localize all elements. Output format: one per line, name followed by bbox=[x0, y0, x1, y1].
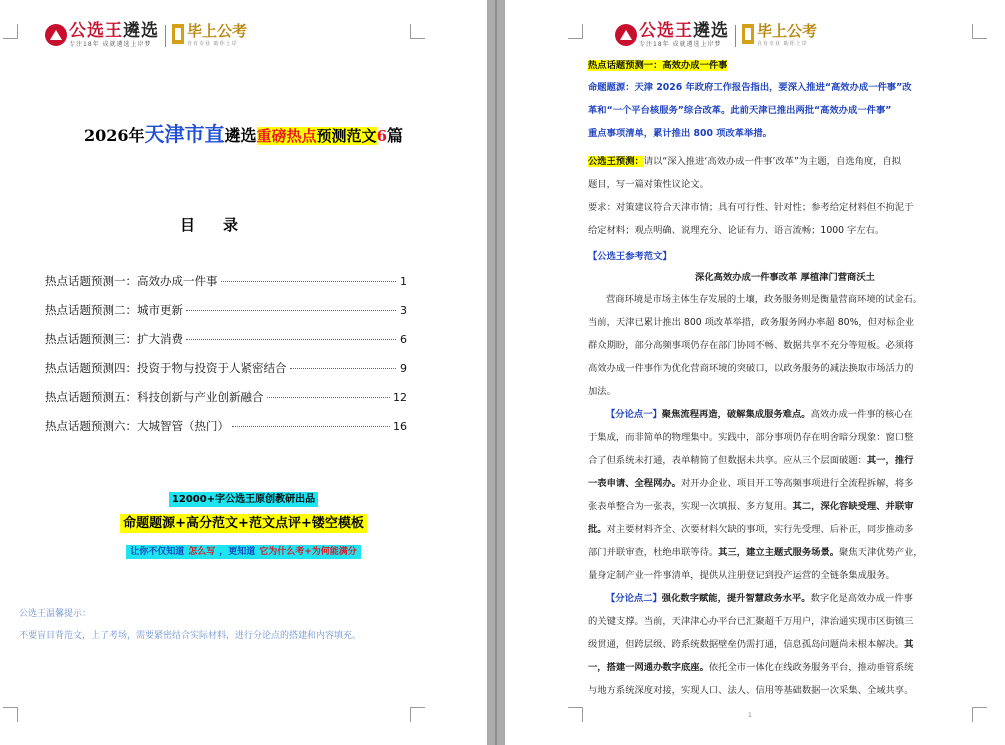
toc-page: 16 bbox=[393, 420, 407, 433]
promo-line-3 bbox=[0, 539, 487, 558]
promo-line-2 bbox=[0, 512, 487, 531]
right-page bbox=[505, 0, 1005, 745]
brand-tagline: 专注18年 成就遴选上岸梦 bbox=[69, 41, 152, 48]
essay-text: 数字化是高效办成一件事 bbox=[810, 593, 913, 604]
left-page bbox=[0, 0, 487, 745]
promo-line-1 bbox=[0, 487, 487, 506]
source-text: 重点事项清单，累计推出 800 项改革举措。 bbox=[588, 128, 772, 139]
toc-entry[interactable] bbox=[45, 418, 407, 447]
crop-mark bbox=[972, 707, 987, 722]
essay-text: 聚焦天津优势产业， bbox=[839, 547, 923, 558]
logo-separator bbox=[735, 25, 736, 47]
toc-entry[interactable] bbox=[45, 389, 407, 418]
crop-mark bbox=[972, 24, 987, 39]
toc-label: 热点话题预测四：投资于物与投资于人紧密结合 bbox=[45, 361, 287, 375]
title-unit: 篇 bbox=[387, 126, 404, 145]
header-logo bbox=[45, 22, 247, 54]
essay-bold: 其一，推行 bbox=[866, 455, 914, 466]
page-number: 1 bbox=[748, 712, 752, 719]
essay-bold: 一，搭建一网通办数字底座。 bbox=[588, 662, 709, 673]
promo-text: 它为什么考+为何能满分 bbox=[259, 547, 357, 557]
toc-entry[interactable] bbox=[45, 273, 407, 302]
toc-leader bbox=[267, 397, 391, 398]
essay-bold: 其 bbox=[904, 639, 914, 650]
title-highlight: 重磅热点 bbox=[256, 127, 317, 145]
essay-text: 营商环境是市场主体生存发展的土壤，政务服务则是衡量营商环境的试金石。 bbox=[606, 294, 923, 305]
point-label: 【分论点二】 bbox=[606, 593, 662, 604]
essay-text: 部门并联审查，杜绝串联等待。 bbox=[588, 547, 719, 558]
title-year: 2026年 bbox=[83, 126, 145, 145]
logo-separator bbox=[165, 25, 166, 47]
essay-text: 依托全市一体化在线政务服务平台，推动垂管系统 bbox=[708, 662, 914, 673]
toc-heading: 目录 bbox=[180, 216, 267, 234]
essay-text: 的关键支撑。当前，天津津心办平台已汇聚超千万用户，津治通实现市区街镇三 bbox=[588, 616, 914, 627]
table-of-contents bbox=[45, 273, 407, 447]
essay-bold: 其三，建立主题式服务场景。 bbox=[718, 547, 840, 558]
source-text: 天津 2026 年政府工作报告指出，要深入推进“高效办成一件事”改 bbox=[634, 82, 912, 93]
brand-tagline: 专注18年 成就遴选上岸梦 bbox=[639, 41, 722, 48]
essay-bold: 其二，深化容缺受理、并联审 bbox=[792, 501, 914, 512]
brand2-tagline: 自有专业 助你上岸 bbox=[757, 41, 808, 47]
essay-text: 对主要材料齐全、次要材料欠缺的事项，实行先受理、后补正，同步推动多 bbox=[606, 524, 914, 535]
brand-mountain-icon bbox=[615, 24, 637, 46]
brand2-icon bbox=[742, 24, 754, 44]
essay-bold: 批。 bbox=[588, 524, 607, 535]
brand2-name: 毕上公考 bbox=[757, 22, 818, 40]
article-body bbox=[588, 56, 982, 702]
essay-text: 加法。 bbox=[588, 386, 616, 397]
toc-label: 热点话题预测一：高效办成一件事 bbox=[45, 274, 218, 288]
crop-mark bbox=[3, 24, 18, 39]
toc-entry[interactable] bbox=[45, 331, 407, 360]
toc-entry[interactable] bbox=[45, 360, 407, 389]
brand2-tagline: 自有专业 助你上岸 bbox=[187, 41, 238, 47]
title-exam: 遴选 bbox=[224, 126, 257, 145]
essay-label: 【公选王参考范文】 bbox=[588, 251, 672, 262]
essay-text: 合了但系统未打通，表单精简了但数据未共享。应从三个层面破题： bbox=[588, 455, 867, 466]
promo-text: 12000+字公选王原创教研出品 bbox=[169, 492, 318, 507]
brand2-icon bbox=[172, 24, 184, 44]
toc-page: 9 bbox=[400, 362, 407, 375]
essay-text: 高效办成一件事的核心在 bbox=[810, 409, 913, 420]
source-label: 命题题源： bbox=[588, 82, 635, 93]
promo-text: ，更知道 bbox=[219, 547, 256, 557]
title-city: 天津市直 bbox=[144, 122, 225, 146]
toc-label: 热点话题预测六：大城智管（热门） bbox=[45, 419, 229, 433]
brand-name: 公选王遴选 bbox=[639, 21, 729, 41]
point-title: 聚焦流程再造，破解集成服务难点。 bbox=[661, 409, 811, 420]
predict-text: 请以“深入推进‘高效办成一件事’改革”为主题，自选角度，自拟 bbox=[643, 156, 902, 167]
predict-text: 题目，写一篇对策性议论文。 bbox=[588, 179, 709, 190]
essay-text: 与地方系统深度对接，实现人口、法人、信用等基础数据一次采集、全域共享。 bbox=[588, 685, 914, 696]
page-divider bbox=[495, 0, 497, 745]
toc-page: 6 bbox=[400, 333, 407, 346]
toc-page: 12 bbox=[393, 391, 407, 404]
toc-leader bbox=[221, 281, 397, 282]
essay-text: 当前，天津已累计推出 800 项改革举措，政务服务网办率超 80%，但对标企业 bbox=[588, 317, 915, 328]
toc-leader bbox=[232, 426, 390, 427]
toc-entry[interactable] bbox=[45, 302, 407, 331]
toc-leader bbox=[186, 339, 396, 340]
toc-label: 热点话题预测三：扩大消费 bbox=[45, 332, 183, 346]
promo-text: 让你不仅知道 bbox=[130, 547, 185, 557]
essay-text: 张表单整合为一张表，实现一次填报、多方复用。 bbox=[588, 501, 793, 512]
tip-body: 不要盲目背范文，上了考场，需要紧密结合实际材料，进行分论点的搭建和内容填充。 bbox=[19, 631, 362, 641]
crop-mark bbox=[3, 707, 18, 722]
crop-mark bbox=[410, 707, 425, 722]
essay-text: 量身定制产业一件事清单，提供从注册登记到投产运营的全链条集成服务。 bbox=[588, 570, 895, 581]
toc-leader bbox=[290, 368, 397, 369]
brand-mountain-icon bbox=[45, 24, 67, 46]
essay-text: 于集成，而非简单的物理集中。实践中，部分事项仍存在明舍暗分现象：窗口整 bbox=[588, 432, 914, 443]
tip-label: 公选王温馨提示： bbox=[19, 609, 92, 619]
requirement-text: 要求：对策建议符合天津市情；具有可行性、针对性；参考给定材料但不拘泥于 bbox=[588, 202, 914, 213]
essay-text: 对开办企业、项目开工等高频事项进行全流程拆解，将多 bbox=[680, 478, 914, 489]
essay-text: 高效办成一件事作为优化营商环境的突破口，以政务服务的减法换取市场活力的 bbox=[588, 363, 914, 374]
essay-text: 群众期盼，部分高频事项仍存在部门协同不畅、数据共享不充分等短板。必须将 bbox=[588, 340, 914, 351]
crop-mark bbox=[568, 24, 583, 39]
toc-label: 热点话题预测五：科技创新与产业创新融合 bbox=[45, 390, 264, 404]
toc-leader bbox=[186, 310, 396, 311]
document-title bbox=[0, 118, 487, 147]
title-essays: 预测范文 bbox=[316, 127, 377, 145]
title-count: 6 bbox=[376, 127, 387, 145]
point-title: 强化数字赋能，提升智慧政务水平。 bbox=[661, 593, 811, 604]
crop-mark bbox=[568, 707, 583, 722]
promo-text: 怎么写 bbox=[188, 547, 216, 557]
essay-bold: 一表申请、全程网办。 bbox=[588, 478, 681, 489]
promo-text: 命题题源+高分范文+范文点评+镂空模板 bbox=[120, 514, 367, 533]
predict-label: 公选王预测： bbox=[588, 156, 644, 167]
brand-name: 公选王遴选 bbox=[69, 21, 159, 41]
essay-text: 级贯通，但跨层级、跨系统数据壁垒仍需打通，信息孤岛问题尚未根本解决。 bbox=[588, 639, 905, 650]
crop-mark bbox=[410, 24, 425, 39]
requirement-text: 给定材料；观点明确、说理充分、论证有力、语言流畅；1000 字左右。 bbox=[588, 225, 885, 236]
point-label: 【分论点一】 bbox=[606, 409, 662, 420]
source-text: 革和“一个平台核服务”综合改革。此前天津已推出两批“高效办成一件事” bbox=[588, 105, 892, 116]
toc-page: 3 bbox=[400, 304, 407, 317]
header-logo bbox=[615, 22, 817, 54]
toc-label: 热点话题预测二：城市更新 bbox=[45, 303, 183, 317]
essay-title: 深化高效办成一件事改革 厚植津门营商沃土 bbox=[695, 272, 875, 283]
toc-page: 1 bbox=[400, 275, 407, 288]
brand2-name: 毕上公考 bbox=[187, 22, 248, 40]
topic-heading: 热点话题预测一：高效办成一件事 bbox=[588, 60, 728, 71]
